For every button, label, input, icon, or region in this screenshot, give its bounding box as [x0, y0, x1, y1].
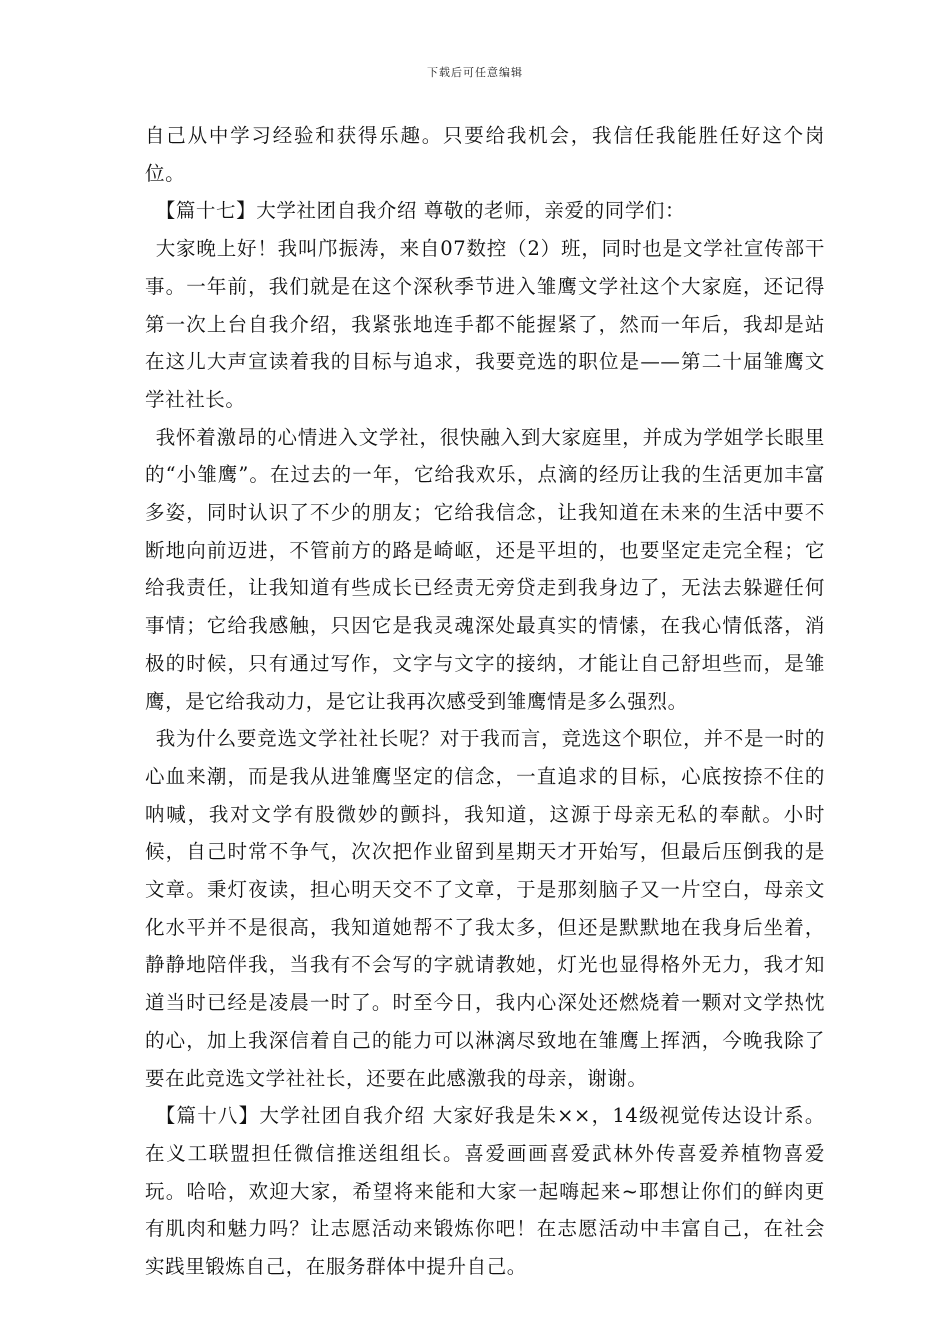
- paragraph: 我为什么要竞选文学社社长呢？对于我而言，竞选这个职位，并不是一时的心血来潮，而是我从进雏鹰坚定的信念，一直追求的目标，心底按捺不住的呐喊，我对文学有股微妙的颤抖，我知道，这源于母亲无私的奉献。小时候，自己时常不争气，次次把作业留到星期天才开始写，但最后压倒我的是文章。秉灯夜读，担心明天交不了文章，于是那刻脑子又一片空白，母亲文化水平并不是很高，我知道她帮不了我太多，但还是默默地在我身后坐着，静静地陪伴我，当我有不会写的字就请教她，灯光也显得格外无力，我才知道当时已经是凌晨一时了。时至今日，我内心深处还燃烧着一颗对文学热忱的心，加上我深信着自己的能力可以淋漓尽致地在雏鹰上挥洒，今晚我除了要在此竞选文学社社长，还要在此感激我的母亲，谢谢。: [145, 727, 825, 1090]
- paragraph: 大家晚上好！我叫邝振涛，来自07数控（2）班，同时也是文学社宣传部干事。一年前，我们就是在这个深秋季节进入雏鹰文学社这个大家庭，还记得第一次上台自我介绍，我紧张地连手都不能握紧了，然而一年后，我却是站在这儿大声宣读着我的目标与追求，我要竞选的职位是——第二十届雏鹰文学社社长。: [145, 237, 825, 411]
- document-body: [145, 117, 825, 1286]
- paragraph: 我怀着激昂的心情进入文学社，很快融入到大家庭里，并成为学姐学长眼里的“小雏鹰”。在过去的一年，它给我欢乐，点滴的经历让我的生活更加丰富多姿，同时认识了不少的朋友；它给我信念，让我知道在未来的生活中要不断地向前迈进，不管前方的路是崎岖，还是平坦的，也要坚定走完全程；它给我责任，让我知道有些成长已经责无旁贷走到我身边了，无法去躲避任何事情；它给我感触，只因它是我灵魂深处最真实的情愫，在我心情低落，消极的时候，只有通过写作，文字与文字的接纳，才能让自己舒坦些而，是雏鹰，是它给我动力，是它让我再次感受到雏鹰情是多么强烈。: [145, 425, 825, 713]
- section-heading-paragraph: 【篇十八】大学社团自我介绍 大家好我是朱××，14级视觉传达设计系。在义工联盟担任微信推送组组长。喜爱画画喜爱武林外传喜爱养植物喜爱玩。哈哈，欢迎大家，希望将来能和大家一起嗨起来~耶想让你们的鲜肉更有肌肉和魅力吗？让志愿活动来锻炼你吧！在志愿活动中丰富自己，在社会实践里锻炼自己，在服务群体中提升自己。: [145, 1104, 825, 1279]
- page-header: 下载后可任意编辑: [427, 66, 523, 79]
- paragraph: 自己从中学习经验和获得乐趣。只要给我机会，我信任我能胜任好这个岗位。: [145, 124, 825, 185]
- section-heading-paragraph: 【篇十七】大学社团自我介绍 尊敬的老师，亲爱的同学们：: [155, 199, 686, 223]
